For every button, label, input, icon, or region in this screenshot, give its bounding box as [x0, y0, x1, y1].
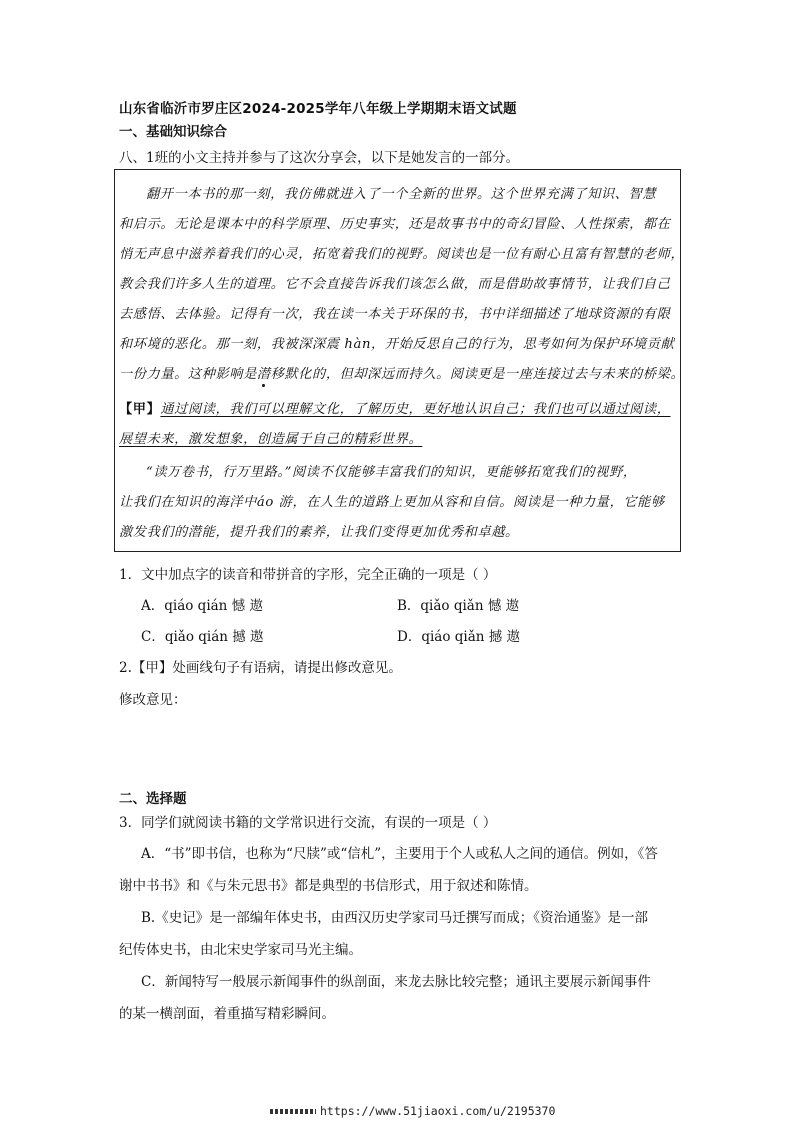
question-3-stem: 3．同学们就阅读书籍的文学常识进行交流，有误的一项是（ ）: [119, 815, 497, 831]
answer-label: 修改意见：: [119, 692, 187, 708]
passage-line: [119, 398, 671, 417]
question-3-option-a-line: 谢中书书》和《与朱元思书》都是典型的书信形式，用于叙述和陈情。: [119, 878, 538, 894]
passage-line: [119, 363, 684, 382]
passage-line: 和环境的恶化。那一刻，我被深深震 hàn，开始反思自己的行为，思考如何为保护环境贡献: [119, 337, 675, 352]
passage-line: “读万卷书，行万里路。”阅读不仅能够丰富我们的知识，更能够拓宽我们的视野，: [146, 465, 637, 480]
section-heading-1: 一、基础知识综合: [119, 124, 227, 140]
question-3-option-c-line: 的某一横剖面，着重描写精彩瞬间。: [119, 1006, 335, 1022]
question-1-stem: 1．文中加点字的读音和带拼音的字形，完全正确的一项是（ ）: [119, 567, 497, 583]
section-heading-2: 二、选择题: [119, 791, 187, 807]
passage-line: [119, 428, 422, 447]
underlined-sentence: 展望未来，激发想象，创造属于自己的精彩世界。: [119, 432, 423, 447]
question-2-stem: 2.【甲】处画线句子有语病，请提出修改意见。: [119, 660, 402, 676]
passage-line: 教会我们许多人生的道理。它不会直接告诉我们该怎么做，而是借助故事情节，让我们自己: [119, 277, 671, 292]
passage-line: 翻开一本书的那一刻，我仿佛就进入了一个全新的世界。这个世界充满了知识、智慧: [146, 187, 657, 202]
footer-url[interactable]: https://www.51jiaoxi.com/u/2195370: [320, 1104, 556, 1118]
question-3-option-a-line: A．“书”即书信，也称为“尺牍”或“信札”，主要用于个人或私人之间的通信。例如，《答: [141, 846, 658, 862]
footer-logo: [270, 1109, 316, 1114]
question-1-option-c: C．qiǎo qián 撼 遨: [141, 629, 264, 645]
exam-title: 山东省临沂市罗庄区2024-2025学年八年级上学期期末语文试题: [119, 101, 517, 117]
dotted-character: 潜: [257, 363, 271, 382]
passage-line: 激发我们的潜能，提升我们的素养，让我们变得更加优秀和卓越。: [119, 525, 519, 540]
underlined-sentence: 通过阅读，我们可以理解文化，了解历史，更好地认识自己；我们也可以通过阅读，: [160, 402, 671, 417]
question-1-option-a: A．qiáo qián 憾 遨: [141, 598, 263, 614]
passage-text: 移默化的，但却深远而持久。阅读更是一座连接过去与未来的桥梁。: [270, 367, 685, 382]
passage-line: 去感悟、去体验。记得有一次，我在读一本关于环保的书，书中详细描述了地球资源的有限: [119, 307, 671, 322]
question-3-option-c-line: C．新闻特写一般展示新闻事件的纵剖面，来龙去脉比较完整；通讯主要展示新闻事件: [141, 974, 651, 990]
passage-line: 让我们在知识的海洋中áo 游，在人生的道路上更加从容和自信。阅读是一种力量，它能够: [119, 495, 665, 510]
passage-line: 悄无声息中滋养着我们的心灵，拓宽着我们的视野。阅读也是一位有耐心且富有智慧的老师，: [119, 247, 685, 262]
passage-text: 一份力量。这种影响是: [119, 367, 257, 382]
marker-jia: 【甲】: [119, 402, 161, 417]
passage-line: 和启示。无论是课本中的科学原理、历史事实，还是故事书中的奇幻冒险、人性探索，都在: [119, 217, 671, 232]
question-3-option-b-line: B.《史记》是一部编年体史书，由西汉历史学家司马迁撰写而成；《资治通鉴》是一部: [141, 910, 648, 926]
question-1-option-b: B．qiǎo qiǎn 憾 遨: [397, 598, 520, 614]
question-1-option-d: D．qiáo qiǎn 撼 遨: [397, 629, 521, 645]
question-3-option-b-line: 纪传体史书，由北宋史学家司马光主编。: [119, 942, 362, 958]
footer: [270, 1104, 555, 1118]
intro-text: 八、1班的小文主持并参与了这次分享会，以下是她发言的一部分。: [119, 150, 520, 166]
